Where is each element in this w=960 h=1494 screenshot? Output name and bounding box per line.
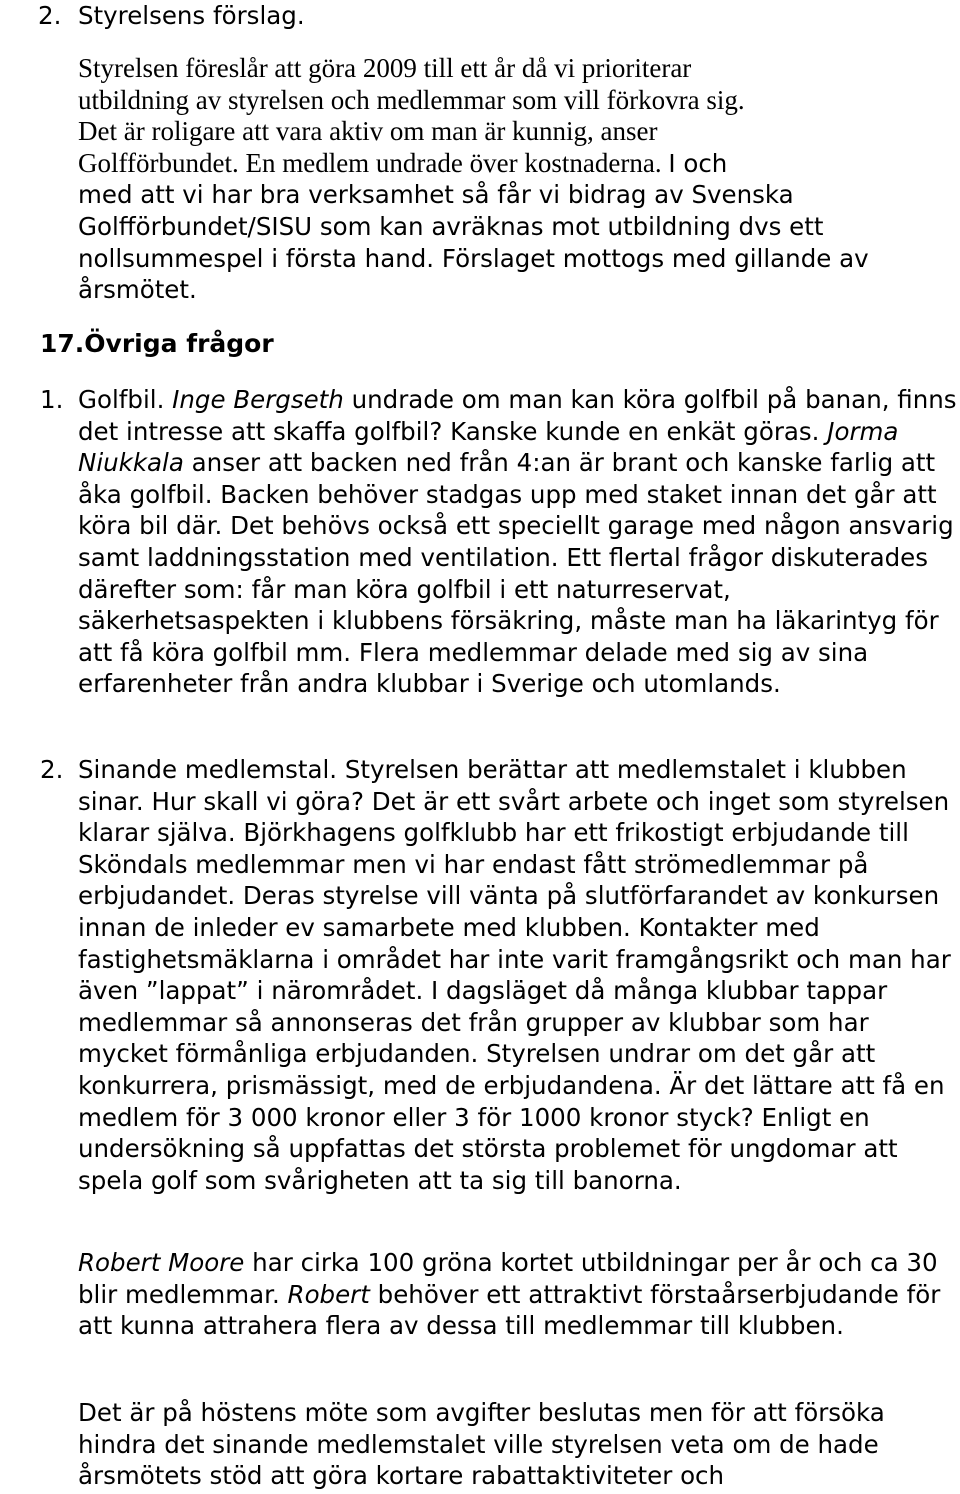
paragraph-line: Det är roligare att vara aktiv om man är kunnig, anser — [78, 116, 658, 147]
robert-paragraph — [78, 1247, 958, 1342]
item1-text: anser att backen ned från 4:an är brant och kanske farlig att åka golfbil. Backen behöver stadgas upp med staket innan det går att köra bil där. Det behövs också ett speciellt garage med någon ansvarig samt laddningsstation med ventilation. Ett flertal frågor diskuterades därefter som: får man köra golfbil i ett naturreservat, säkerhetsaspekten i klubbens försäkring, måste man ha läkarintyg för att få köra golfbil mm. Flera medlemmar delade med sig av sina erfarenheter från andra klubbar i Sverige och utomlands. — [78, 448, 954, 699]
section-number: 17. — [40, 329, 85, 358]
item1-number: 1. — [40, 385, 64, 414]
final-text: Det är på höstens möte som avgifter beslutas men för att försöka hindra det sinande medlemstalet ville styrelsen veta om de hade årsmötets stöd att göra kortare rabattaktiviteter och — [78, 1398, 885, 1491]
item1-person-name: Jorma Niukkala — [78, 416, 899, 478]
item1-text: undrade om man kan köra golfbil på banan, finns det intresse att skaffa golfbil? Kanske kunde en enkät göras. — [78, 385, 957, 446]
prev-item-title: Styrelsens förslag. — [78, 1, 305, 30]
prev-item-number: 2. — [38, 1, 62, 30]
final-paragraph — [78, 1397, 958, 1492]
paragraph-line: med att vi har bra verksamhet så får vi bidrag av Svenska — [78, 180, 794, 210]
item1-person-name: Inge Bergseth — [172, 385, 344, 414]
paragraph-line: nollsummespel i första hand. Förslaget mottogs med gillande av — [78, 243, 869, 273]
paragraph-line: Golfförbundet/SISU som kan avräknas mot utbildning dvs ett — [78, 211, 824, 241]
item1-lead: Golfbil. — [78, 385, 173, 414]
item1-paragraph — [78, 384, 958, 700]
paragraph-line: utbildning av styrelsen och medlemmar som vill förkovra sig. — [78, 84, 745, 115]
paragraph-line: årsmötet. — [78, 275, 197, 305]
styrelsen-paragraph — [78, 53, 958, 306]
paragraph-line: I och — [668, 148, 728, 178]
item2-text: Sinande medlemstal. Styrelsen berättar att medlemstalet i klubben sinar. Hur skall vi göra? Det är ett svårt arbete och inget som styrelsen klarar själva. Björkhagens golfklubb har ett frikostigt erbjudande till Sköndals medlemmar men vi har endast fått strömedlemmar på erbjudandet. Deras styrelse vill vänta på slutförfarandet av konkursen innan de inleder ev samarbete med klubben. Kontakter med fastighetsmäklarna i området har inte varit framgångsrikt och man har även ”lappat” i närområdet. I dagsläget då många klubbar tappar medlemmar så annonseras det från grupper av klubbar som har mycket förmånliga erbjudanden. Styrelsen undrar om det går att konkurrera, prismässigt, med de erbjudandena. Är det lättare att få en medlem för 3 000 kronor eller 3 för 1000 kronor styck? Enligt en undersökning så uppfattas det största problemet för ungdomar att spela golf som svårigheten att ta sig till banorna. — [78, 755, 951, 1195]
paragraph-line: Styrelsen föreslår att göra 2009 till ett år då vi prioriterar — [78, 53, 692, 83]
paragraph-line: Golfförbundet. En medlem undrade över kostnaderna. — [78, 147, 669, 178]
item2-paragraph — [78, 754, 958, 1196]
paragraph-text: behöver ett attraktivt förstaårserbjudande för att kunna attrahera flera av dessa till medlemmar till klubben. — [78, 1279, 941, 1341]
item2-number: 2. — [40, 755, 64, 784]
section-title: Övriga frågor — [84, 329, 274, 358]
section-heading — [40, 328, 640, 360]
person-name: Robert Moore — [78, 1248, 245, 1277]
paragraph-text: har cirka 100 gröna kortet utbildningar per år och ca 30 blir medlemmar. — [78, 1248, 938, 1309]
person-name: Robert — [287, 1279, 370, 1309]
